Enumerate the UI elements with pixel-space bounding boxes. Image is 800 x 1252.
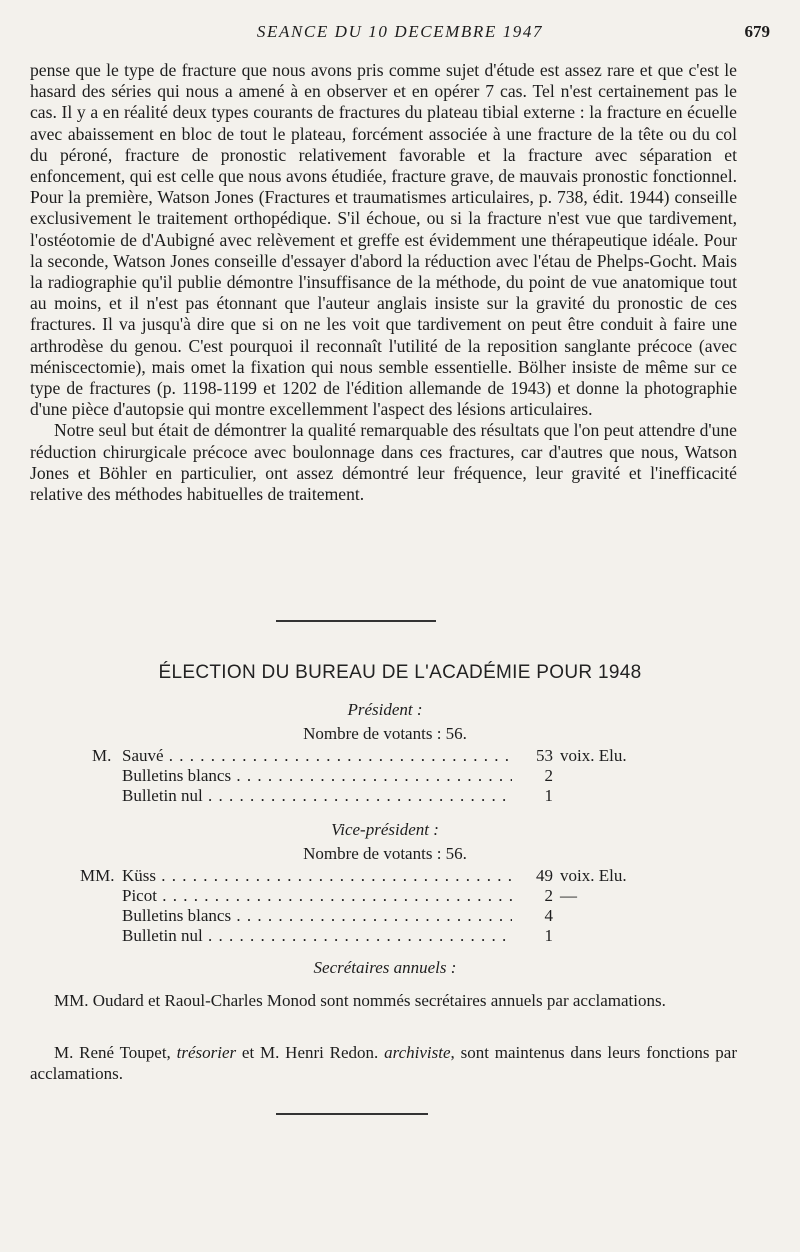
paragraph-2: Notre seul but était de démontrer la qualité remarquable des résultats que l'on peut attendre d'une réduction chirurgicale précoce avec boulonnage dans ces fractures, car d'autres que nous, Watson Jones et Böhler en particulier, ont assez démontré leur fréquence, leur gravité et l'inefficacité relative des méthodes habituelles de traitement. (30, 420, 737, 505)
vice-president-votants: Nombre de votants : 56. (303, 844, 467, 863)
row-result: voix. Elu. (560, 866, 627, 885)
officers-text-part3: , sont maintenus dans leurs fonctions par acclamations. (30, 1043, 737, 1083)
row-name: Picot . . . (122, 886, 512, 906)
row-count: 1 (544, 926, 553, 945)
row-name: Bulletin nul . . . (122, 926, 512, 946)
row-count: 4 (544, 906, 553, 925)
president-votants: Nombre de votants : 56. (303, 724, 467, 743)
row-count: 49 (536, 866, 553, 885)
row-name: Bulletins blancs . . . (122, 906, 512, 926)
row-count: 2 (544, 766, 553, 785)
president-heading: Président : (347, 700, 423, 719)
row-prefix: MM. (80, 866, 115, 885)
row-count: 53 (536, 746, 553, 765)
page-number: 679 (744, 22, 770, 41)
officers-text (30, 1042, 737, 1084)
vice-president-heading: Vice-président : (331, 820, 439, 839)
running-header (0, 20, 800, 46)
row-count: 1 (544, 786, 553, 805)
row-name: Bulletin nul . . . (122, 786, 512, 806)
row-name: Bulletins blancs . . . (122, 766, 512, 786)
row-prefix: M. (92, 746, 112, 765)
divider-bottom (276, 1113, 428, 1115)
paragraph-1: pense que le type de fracture que nous avons pris comme sujet d'étude est assez rare et que c'est le hasard des séries qui nous a amené à en observer et en opérer 7 cas. Tel n'est certainement pas le cas. Il y a en réalité deux types courants de fractures du plateau tibial externe : la fracture en écuelle avec abaissement en bloc de tout le plateau, forcément associée à une fracture de la tête ou du col du péroné, fracture de pronostic relativement favorable et la fracture avec séparation et enfoncement, qui est celle que nous avons étudiée, fracture grave, de mauvais pronostic fonctionnel. Pour la première, Watson Jones (Fractures et traumatismes articulaires, p. 738, édit. 1944) conseille exclusivement le traitement orthopédique. S'il échoue, ou si la fracture n'est vue que tardivement, l'ostéotomie de d'Aubigné avec relèvement et greffe est évidemment une thérapeutique idéale. Pour la seconde, Watson Jones conseille d'essayer d'abord la réduction avec l'étau de Phelps-Gocht. Mais la radiographie qu'il publie démontre l'insuffisance de la méthode, du point de vue anatomique tout au moins, et il n'est pas étonnant que l'auteur anglais insiste sur la gravité du pronostic de ces fractures. Il va jusqu'à dire que si on ne les voit que tardivement on peut être conduit à faire une arthrodèse du genou. C'est pourquoi il reconnaît l'utilité de la reposition sanglante précoce (avec méniscectomie), mais omet la fixation qui nous semble essentielle. Bölher insiste de même sur ce type de fractures (p. 1198-1199 et 1202 de l'édition allemande de 1943) et donne la photographie d'une pièce d'autopsie qui montre excellemment l'aspect des lésions articulaires. (30, 60, 737, 420)
article-body (30, 60, 737, 505)
row-name: Küss . . . (122, 866, 512, 886)
tresorier-label: trésorier (176, 1043, 237, 1062)
officers-text-part2: et M. Henri Redon. (236, 1043, 385, 1062)
election-title: ÉLECTION DU BUREAU DE L'ACADÉMIE POUR 1948 (158, 662, 642, 683)
row-name: Sauvé . . . (122, 746, 512, 766)
divider-top (276, 620, 436, 622)
row-count: 2 (544, 886, 553, 905)
row-result: — (560, 886, 577, 905)
secretaires-text: MM. Oudard et Raoul-Charles Monod sont nommés secrétaires annuels par acclamations. (54, 991, 666, 1010)
officers-text-part1: M. René Toupet, (54, 1043, 177, 1062)
row-result: voix. Elu. (560, 746, 627, 765)
secretaires-heading: Secrétaires annuels : (313, 958, 457, 977)
running-title: SEANCE DU 10 DECEMBRE 1947 (256, 22, 544, 41)
archiviste-label: archiviste (384, 1043, 451, 1062)
